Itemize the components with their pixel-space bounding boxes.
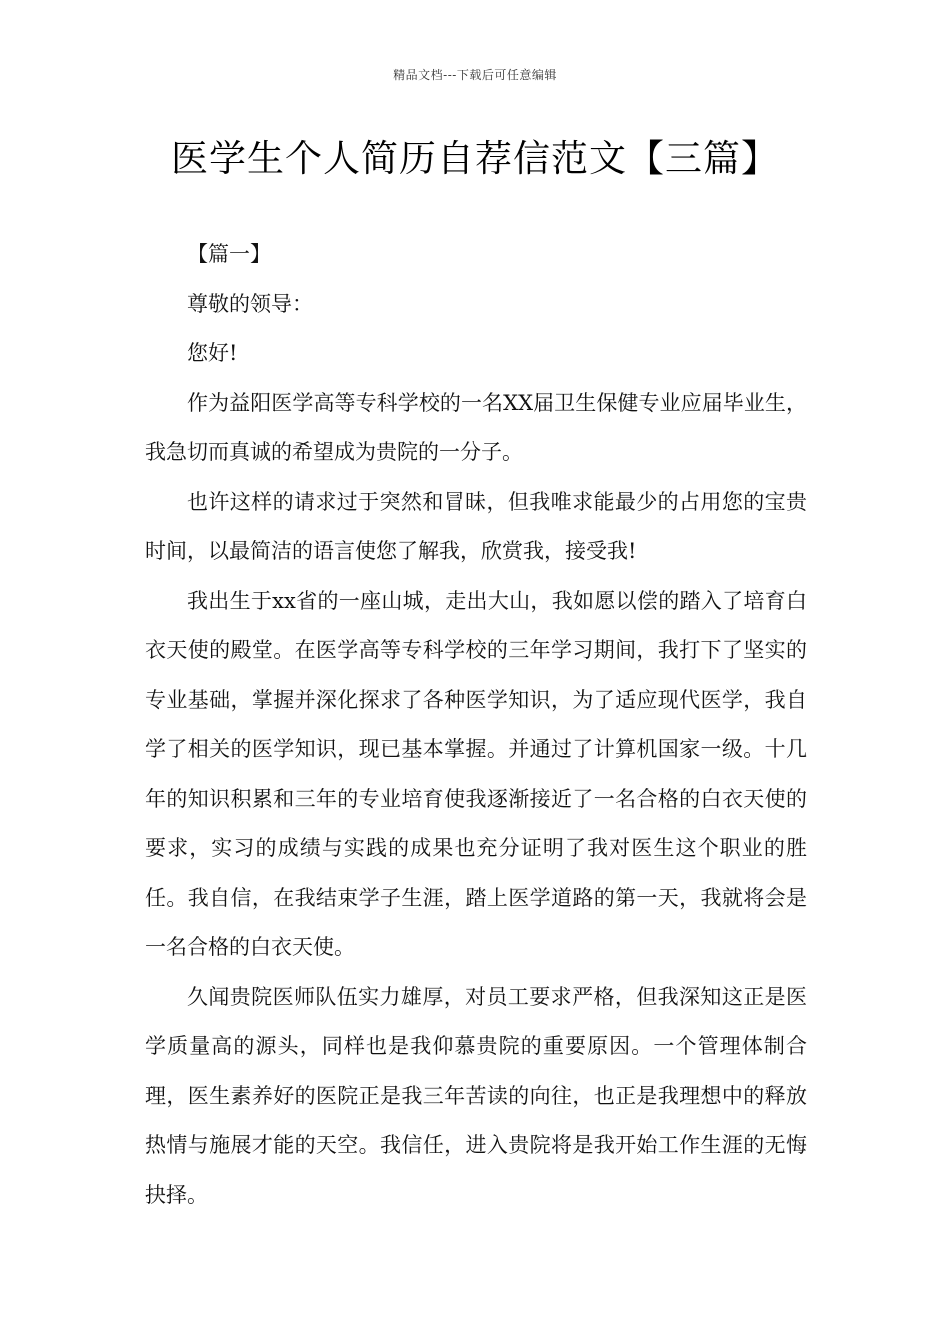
paragraph: 我出生于xx省的一座山城，走出大山，我如愿以偿的踏入了培育白衣天使的殿堂。在医学高等专科学校的三年学习期间，我打下了坚实的专业基础，掌握并深化探求了各种医学知识，为了适应现代医学，我自学了相关的医学知识，现已基本掌握。并通过了计算机国家一级。十几年的知识积累和三年的专业培育使我逐渐接近了一名合格的白衣天使的要求，实习的成绩与实践的成果也充分证明了我对医生这个职业的胜任。我自信，在我结束学子生涯，踏上医学道路的第一天，我就将会是一名合格的白衣天使。	[145, 588, 807, 959]
letter-body	[145, 230, 807, 1220]
section-label: 【篇一】	[187, 242, 271, 266]
document-title: 医学生个人简历自荐信范文【三篇】	[171, 137, 779, 180]
greeting: 您好!	[187, 341, 238, 365]
paragraph: 久闻贵院医师队伍实力雄厚，对员工要求严格，但我深知这正是医学质量高的源头，同样也是我仰慕贵院的重要原因。一个管理体制合理，医生素养好的医院正是我三年苦读的向往，也正是我理想中的释放热情与施展才能的天空。我信任，进入贵院将是我开始工作生涯的无悔抉择。	[145, 984, 807, 1207]
paragraph: 作为益阳医学高等专科学校的一名XX届卫生保健专业应届毕业生，我急切而真诚的希望成为贵院的一分子。	[145, 390, 807, 464]
salutation: 尊敬的领导：	[187, 291, 313, 316]
header-note: 精品文档---下载后可任意编辑	[393, 68, 557, 82]
paragraph: 也许这样的请求过于突然和冒昧，但我唯求能最少的占用您的宝贵时间，以最简洁的语言使您了解我，欣赏我，接受我!	[145, 489, 807, 563]
